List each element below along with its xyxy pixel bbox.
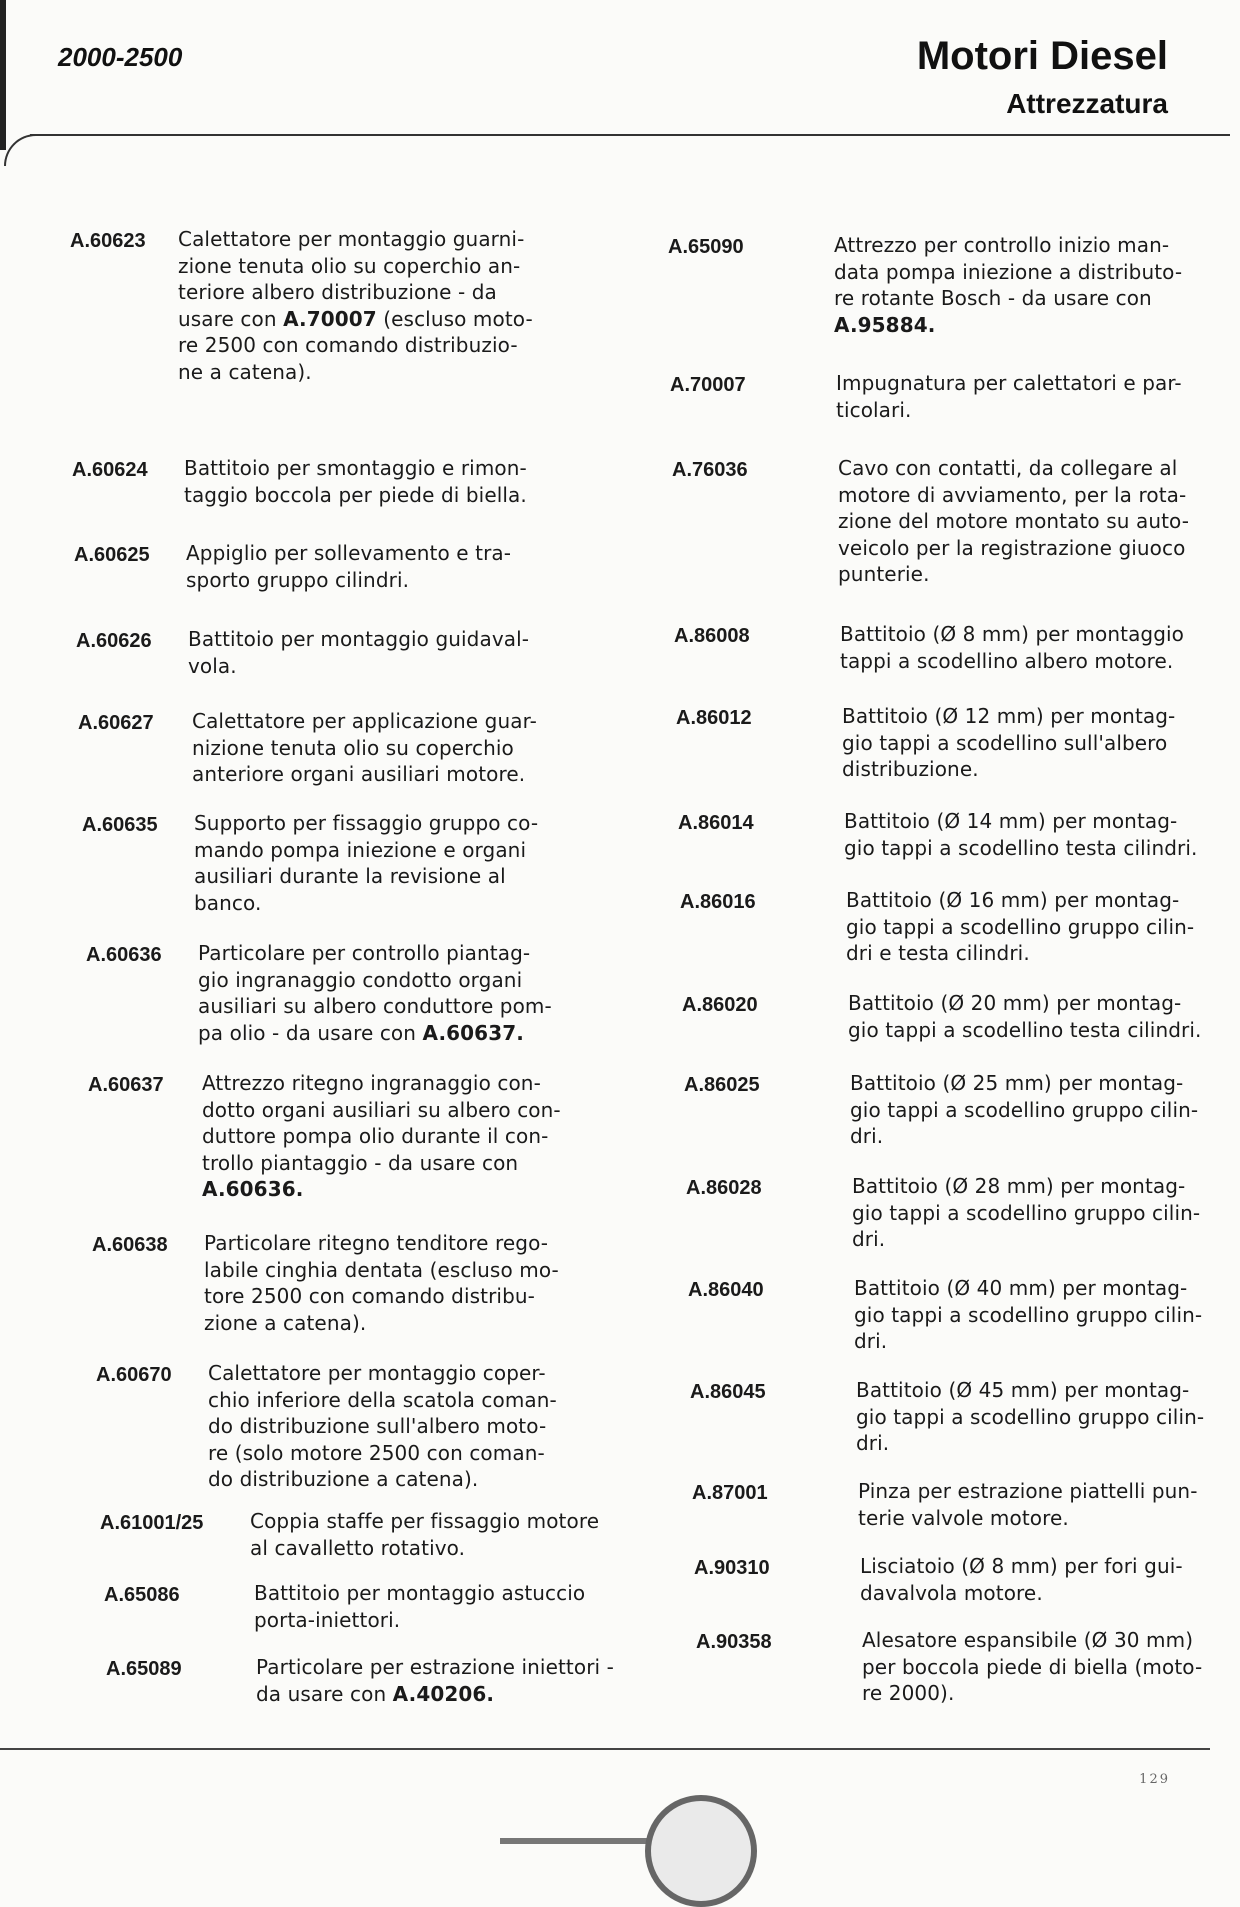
tool-code: A.65086 <box>104 1584 180 1606</box>
tool-code: A.60627 <box>78 712 154 734</box>
description-line: al cavalletto rotativo. <box>250 1535 466 1560</box>
description-line: nizione tenuta olio su coperchio <box>192 735 514 760</box>
tool-description <box>188 626 529 679</box>
description-line: gio ingranaggio condotto organi <box>198 967 523 992</box>
tool-description <box>848 990 1201 1043</box>
header-rule-corner <box>4 134 46 166</box>
tool-description <box>256 1654 614 1707</box>
model-range: 2000-2500 <box>58 42 183 72</box>
description-line: re (solo motore 2500 con coman- <box>208 1440 545 1465</box>
tool-code: A.86028 <box>686 1177 762 1199</box>
tool-code: A.60626 <box>76 630 152 652</box>
tool-description <box>250 1508 599 1561</box>
description-line: Battitoio (Ø 12 mm) per montag- <box>842 704 1176 728</box>
description-line: Battitoio per montaggio guidaval- <box>188 627 530 651</box>
description-line: Impugnatura per calettatori e par- <box>836 371 1182 395</box>
description-line: teriore albero distribuzione - da <box>178 280 497 304</box>
description-line: chio inferiore della scatola coman- <box>208 1387 557 1412</box>
description-line: ne a catena). <box>178 359 312 384</box>
description-line: gio tappi a scodellino gruppo cilin- <box>850 1097 1199 1122</box>
page-number: 129 <box>1139 1772 1170 1787</box>
tool-code: A.90358 <box>696 1631 772 1653</box>
description-line: davalvola motore. <box>860 1580 1043 1605</box>
tool-code: A.90310 <box>694 1557 770 1579</box>
tool-description <box>852 1173 1200 1253</box>
tool-code: A.86045 <box>690 1381 766 1403</box>
description-line: Battitoio (Ø 25 mm) per montag- <box>850 1071 1184 1095</box>
description-line: Pinza per estrazione piattelli pun- <box>858 1479 1198 1503</box>
tool-code: A.86016 <box>680 891 756 913</box>
description-line: ausiliari su albero conduttore pom- <box>198 994 552 1018</box>
tool-description <box>204 1230 559 1336</box>
description-line: Attrezzo per controllo inizio man- <box>834 233 1170 257</box>
description-line: Battitoio (Ø 40 mm) per montag- <box>854 1276 1188 1300</box>
description-line: dri e testa cilindri. <box>846 941 1030 965</box>
tool-description <box>186 540 511 593</box>
tool-description <box>850 1070 1198 1150</box>
description-line: data pompa iniezione a distributo- <box>834 259 1183 284</box>
description-line: Calettatore per applicazione guar- <box>192 709 537 733</box>
description-line: A.60636. <box>202 1177 304 1201</box>
tool-code: A.60636 <box>86 944 162 966</box>
tool-description <box>178 226 533 385</box>
description-line: terie valvole motore. <box>858 1505 1069 1530</box>
tool-description <box>842 703 1175 783</box>
description-line: vola. <box>188 653 237 678</box>
description-line: dri. <box>852 1227 886 1251</box>
description-line: gio tappi a scodellino gruppo cilin- <box>846 914 1195 939</box>
tool-code: A.65090 <box>668 236 744 258</box>
description-line: gio tappi a scodellino sull'albero <box>842 730 1168 755</box>
description-line: Appiglio per sollevamento e tra- <box>186 541 512 565</box>
description-line: trollo piantaggio - da usare con <box>202 1150 519 1175</box>
tool-description <box>192 708 537 788</box>
description-line: zione a catena). <box>204 1310 367 1335</box>
tool-code: A.60625 <box>74 544 150 566</box>
description-line: veicolo per la registrazione giuoco <box>838 535 1186 560</box>
page-title: Motori Diesel <box>916 34 1168 78</box>
description-line: ausiliari durante la revisione al <box>194 864 506 888</box>
description-line: da usare con A.40206. <box>256 1681 495 1706</box>
footer-rule <box>0 1748 1210 1750</box>
description-line: do distribuzione a catena). <box>208 1467 479 1491</box>
tool-code: A.86040 <box>688 1279 764 1301</box>
description-line: Particolare ritegno tenditore rego- <box>204 1231 549 1255</box>
tool-description <box>856 1377 1204 1457</box>
tool-description <box>194 810 538 916</box>
tool-description <box>846 887 1194 967</box>
description-line: usare con A.70007 (escluso moto- <box>178 306 533 331</box>
tool-code: A.70007 <box>670 374 746 396</box>
description-line: zione tenuta olio su coperchio an- <box>178 253 521 278</box>
tool-code: A.60637 <box>88 1074 164 1096</box>
description-line: motore di avviamento, per la rota- <box>838 482 1187 507</box>
tool-code: A.60635 <box>82 814 158 836</box>
tool-code: A.86008 <box>674 625 750 647</box>
description-line: mando pompa iniezione e organi <box>194 837 527 862</box>
description-line: do distribuzione sull'albero moto- <box>208 1414 547 1438</box>
tool-code: A.60623 <box>70 230 146 252</box>
description-line: Cavo con contatti, da collegare al <box>838 456 1178 480</box>
tool-code: A.61001/25 <box>100 1512 204 1534</box>
description-line: Battitoio per montaggio astuccio <box>254 1581 586 1605</box>
tool-description <box>834 232 1182 338</box>
description-line: labile cinghia dentata (escluso mo- <box>204 1257 559 1282</box>
tool-description <box>844 808 1197 861</box>
tool-code: A.87001 <box>692 1482 768 1504</box>
description-line: dri. <box>856 1431 890 1455</box>
description-line: Particolare per estrazione iniettori - <box>256 1655 614 1679</box>
tool-description <box>860 1553 1183 1606</box>
description-line: Battitoio (Ø 45 mm) per montag- <box>856 1378 1190 1402</box>
description-line: gio tappi a scodellino testa cilindri. <box>848 1017 1202 1042</box>
description-line: anteriore organi ausiliari motore. <box>192 762 526 786</box>
description-line: tappi a scodellino albero motore. <box>840 648 1174 673</box>
tool-description <box>854 1275 1202 1355</box>
description-line: duttore pompa olio durante il con- <box>202 1124 549 1148</box>
description-line: Calettatore per montaggio coper- <box>208 1361 546 1385</box>
tool-code: A.76036 <box>672 459 748 481</box>
description-line: dri. <box>854 1329 888 1353</box>
tool-description <box>184 455 527 508</box>
description-line: gio tappi a scodellino gruppo cilin- <box>856 1404 1205 1429</box>
description-line: taggio boccola per piede di biella. <box>184 482 527 507</box>
description-line: pa olio - da usare con A.60637. <box>198 1020 524 1045</box>
tool-description <box>198 940 552 1046</box>
description-line: Battitoio (Ø 28 mm) per montag- <box>852 1174 1186 1198</box>
description-line: Battitoio per smontaggio e rimon- <box>184 456 527 480</box>
tool-description <box>202 1070 561 1203</box>
description-line: Battitoio (Ø 14 mm) per montag- <box>844 809 1178 833</box>
tool-code: A.65089 <box>106 1658 182 1680</box>
description-line: gio tappi a scodellino testa cilindri. <box>844 835 1198 860</box>
description-line: tore 2500 con comando distribu- <box>204 1284 535 1308</box>
description-line: Particolare per controllo piantag- <box>198 941 531 965</box>
description-line: dri. <box>850 1124 884 1148</box>
description-line: Battitoio (Ø 20 mm) per montag- <box>848 991 1182 1015</box>
tool-code: A.60624 <box>72 459 148 481</box>
tool-description <box>208 1360 557 1493</box>
description-line: Supporto per fissaggio gruppo co- <box>194 811 539 835</box>
tool-description <box>862 1627 1202 1707</box>
binder-ring <box>645 1795 757 1907</box>
description-line: punterie. <box>838 562 930 586</box>
header-rule <box>30 134 1230 136</box>
description-line: re 2000). <box>862 1681 955 1705</box>
description-line: Coppia staffe per fissaggio motore <box>250 1509 600 1533</box>
description-line: ticolari. <box>836 397 912 422</box>
description-line: Calettatore per montaggio guarni- <box>178 227 525 251</box>
description-line: re rotante Bosch - da usare con <box>834 286 1152 310</box>
description-line: dotto organi ausiliari su albero con- <box>202 1097 561 1122</box>
description-line: Attrezzo ritegno ingranaggio con- <box>202 1071 541 1095</box>
tool-code: A.86012 <box>676 707 752 729</box>
description-line: Battitoio (Ø 16 mm) per montag- <box>846 888 1180 912</box>
page-subtitle: Attrezzatura <box>1006 88 1168 119</box>
description-line: Alesatore espansibile (Ø 30 mm) <box>862 1628 1194 1652</box>
tool-description <box>840 621 1184 674</box>
description-line: Lisciatoio (Ø 8 mm) per fori gui- <box>860 1554 1183 1578</box>
description-line: A.95884. <box>834 312 936 337</box>
tool-description <box>838 455 1189 588</box>
description-line: Battitoio (Ø 8 mm) per montaggio <box>840 622 1185 646</box>
tool-code: A.86014 <box>678 812 754 834</box>
description-line: per boccola piede di biella (moto- <box>862 1654 1203 1679</box>
tool-code: A.60638 <box>92 1234 168 1256</box>
tool-code: A.86020 <box>682 994 758 1016</box>
tool-description <box>858 1478 1198 1531</box>
description-line: gio tappi a scodellino gruppo cilin- <box>854 1302 1203 1327</box>
description-line: re 2500 con comando distribuzio- <box>178 333 518 357</box>
description-line: gio tappi a scodellino gruppo cilin- <box>852 1200 1201 1225</box>
binding-edge <box>0 0 6 150</box>
description-line: porta-iniettori. <box>254 1607 401 1632</box>
tool-description <box>836 370 1182 423</box>
description-line: banco. <box>194 890 262 915</box>
description-line: sporto gruppo cilindri. <box>186 567 410 592</box>
tool-code: A.86025 <box>684 1074 760 1096</box>
tool-code: A.60670 <box>96 1364 172 1386</box>
tool-description <box>254 1580 585 1633</box>
description-line: zione del motore montato su auto- <box>838 509 1190 533</box>
description-line: distribuzione. <box>842 757 979 781</box>
